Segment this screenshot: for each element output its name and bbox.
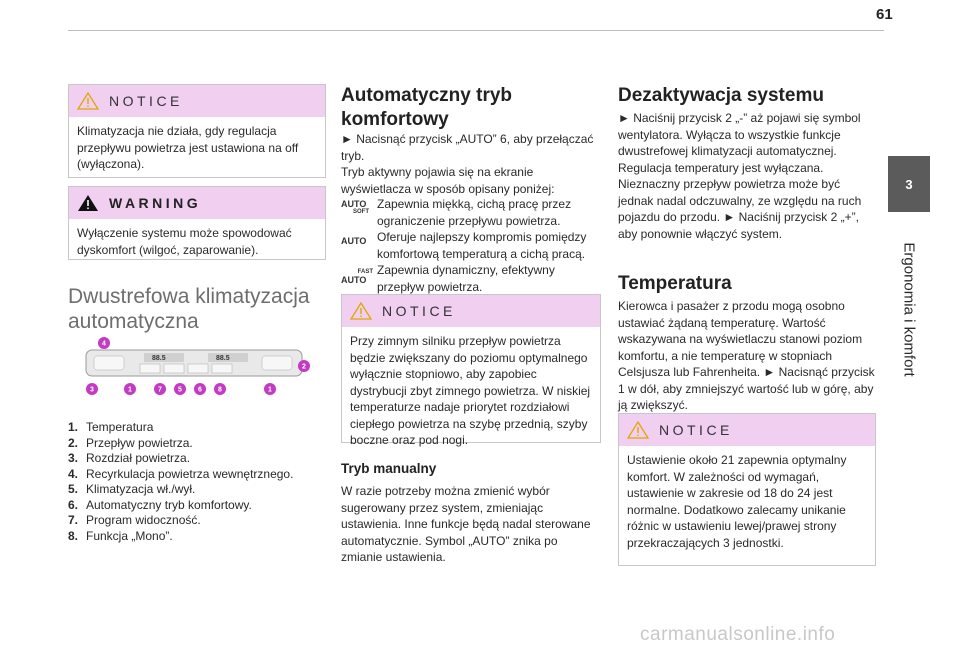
warning-box bbox=[68, 186, 326, 260]
callout-7: 7 bbox=[158, 386, 162, 394]
notice-triangle-icon bbox=[350, 302, 372, 320]
top-rule bbox=[68, 30, 884, 31]
mode-fast: FAST AUTO Zapewnia dynamiczny, efektywny przepływ powietrza. bbox=[341, 263, 555, 294]
notice-box-1 bbox=[68, 84, 326, 178]
notice-text: Przy zimnym silniku przepływ powietrza będzie zwiększany do poziomu optymalnego wyłącznie stopniowo, aby zapobiec dystrybucji zbyt zimnego powietrza. W niskiej temperaturze nadaje priorytet rozdziałowi ciepłego powietrza na szybę przednią, szyby boczne oraz pod nogi. bbox=[350, 334, 591, 447]
section-heading-dual-zone: Dwustrefowa klimatyzacja automatyczna bbox=[68, 285, 310, 333]
notice-box-2 bbox=[341, 294, 601, 447]
callout-1-right: 1 bbox=[268, 386, 272, 394]
warning-header bbox=[69, 187, 325, 219]
warning-text: Wyłączenie systemu może spowodować dyskomfort (wilgoć, zaparowanie). bbox=[77, 226, 292, 257]
legend-item: 8. Funkcja „Mono”. bbox=[68, 528, 173, 543]
notice-triangle-icon bbox=[627, 421, 649, 439]
mode-soft: AUTO SOFT Zapewnia miękką, cichą pracę przez ograniczenie przepływu powietrza. bbox=[341, 197, 572, 228]
chapter-tab: 3 bbox=[888, 156, 930, 212]
temperature-text: Kierowca i pasażer z przodu mogą osobno ustawiać żądaną temperaturę. Wartość wskazywana na wyświetlaczu stanowi poziom komfortu, a nie temperaturę w stopniach Celsjusza lub Fahrenheita. ► Nacisnąć przycisk 1 w dół, aby zmniejszyć wartość lub w górę, aby ją zwiększyć. bbox=[618, 299, 875, 412]
auto-mode-intro-1: ► Nacisnąć przycisk „AUTO” 6, aby przełączać tryb. bbox=[341, 132, 594, 163]
legend-item: 7. Program widoczność. bbox=[68, 513, 201, 527]
auto-soft-icon: AUTO SOFT bbox=[341, 199, 369, 215]
section-heading-auto-mode: Automatyczny tryb komfortowy bbox=[341, 85, 513, 130]
display-right-temp: 88.5 bbox=[216, 355, 230, 362]
deactivation-text: ► Naciśnij przycisk 2 „-” aż pojawi się symbol wentylatora. Wyłącza to wszystkie funkcje dwustrefowej klimatyzacji automatycznej. Regulacja temperatury jest wyłączana. Nieznaczny przepływ powietrza może być jednak nadal odczuwalny, ze względu na ruch pojazdu do przodu. ► Naciśnij przycisk 2 „+”, aby ponownie włączyć system. bbox=[618, 111, 862, 241]
callout-6: 6 bbox=[198, 386, 202, 394]
auto-mode-intro-2: Tryb aktywny pojawia się na ekranie wyświetlacza w sposób opisany poniżej: bbox=[341, 165, 555, 196]
page-number: 61 bbox=[876, 6, 893, 23]
notice-box-3 bbox=[618, 413, 876, 566]
callout-3: 3 bbox=[90, 386, 94, 394]
section-heading-deactivation: Dezaktywacja systemu bbox=[618, 85, 824, 106]
display-left-temp: 88.5 bbox=[152, 355, 166, 362]
notice-text: Klimatyzacja nie działa, gdy regulacja przepływu powietrza jest ustawiona na off (wyłączona). bbox=[77, 124, 299, 171]
callout-4: 4 bbox=[102, 340, 106, 348]
callout-5: 5 bbox=[178, 386, 182, 394]
notice-text: Ustawienie około 21 zapewnia optymalny komfort. W zależności od wymagań, ustawienie w zakresie od 18 do 24 jest normalne. Dodatkowo zalecamy unikanie różnic w ustawieniu lewej/prawej strony przekraczających 3 jednostki. bbox=[627, 453, 847, 550]
legend-item: 1. Temperatura bbox=[68, 420, 154, 434]
notice-title: NOTICE bbox=[109, 93, 183, 109]
notice-header bbox=[69, 85, 325, 117]
section-heading-temperature: Temperatura bbox=[618, 273, 732, 294]
chapter-title: Ergonomia i komfort bbox=[900, 241, 918, 377]
climate-panel-diagram bbox=[80, 336, 312, 402]
manual-mode-text: W razie potrzeby można zmienić wybór sugerowany przez system, zmieniając ustawienia. Inne funkcje będą nadal sterowane automatycznie. Symbol „AUTO” znika po zmianie ustawienia. bbox=[341, 484, 591, 564]
climate-panel-svg bbox=[80, 336, 312, 402]
mode-normal: AUTO Oferuje najlepszy kompromis pomiędzy komfortową temperaturą a cichą pracą. bbox=[341, 230, 587, 261]
auto-fast-icon: FAST AUTO bbox=[341, 269, 373, 285]
notice-title: NOTICE bbox=[382, 303, 456, 319]
callout-1-left: 1 bbox=[128, 386, 132, 394]
legend-item: 3. Rozdział powietrza. bbox=[68, 451, 191, 465]
notice-header bbox=[619, 414, 875, 446]
callout-2: 2 bbox=[302, 363, 306, 371]
watermark: carmanualsonline.info bbox=[640, 624, 836, 645]
legend-item: 2. Przepływ powietrza. bbox=[68, 435, 193, 450]
legend-item: 6. Automatyczny tryb komfortowy. bbox=[68, 497, 252, 512]
warning-triangle-icon bbox=[77, 194, 99, 212]
legend-item: 4. Recyrkulacja powietrza wewnętrznego. bbox=[68, 466, 294, 481]
legend-item: 5. Klimatyzacja wł./wył. bbox=[68, 482, 196, 496]
warning-title: WARNING bbox=[109, 195, 202, 211]
callout-8: 8 bbox=[218, 386, 222, 394]
legend-list bbox=[68, 420, 293, 544]
auto-icon: AUTO bbox=[341, 236, 367, 246]
notice-header bbox=[342, 295, 600, 327]
section-heading-manual-mode: Tryb manualny bbox=[341, 461, 437, 476]
notice-title: NOTICE bbox=[659, 422, 733, 438]
notice-triangle-icon bbox=[77, 92, 99, 110]
